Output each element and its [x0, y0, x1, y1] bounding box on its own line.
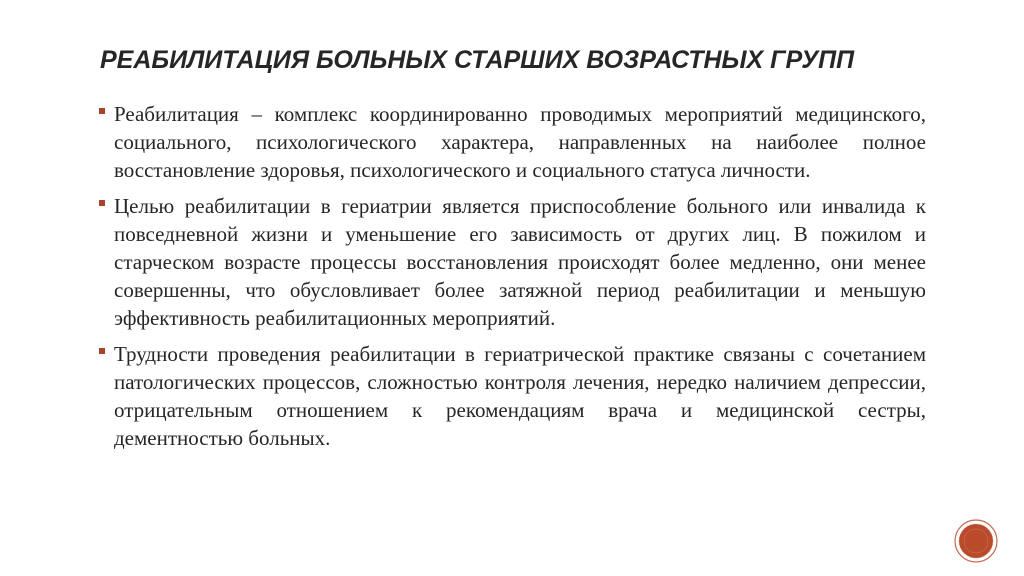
bullet-text: Реабилитация – комплекс координированно проводимых мероприятий медицинского, социального, психологического характера, направленных на наиболее полное восстановление здоровья, психологического и социального статуса личности.: [114, 102, 926, 182]
square-bullet-icon: [99, 108, 105, 114]
bullet-item: [96, 340, 926, 452]
bullet-text: Трудности проведения реабилитации в гериатрической практике связаны с сочетанием патологических процессов, сложностью контроля лечения, нередко наличием депрессии, отрицательным отношением к рекомендациям врача и медицинской сестры, дементностью больных.: [114, 342, 926, 450]
bullet-item: [96, 192, 926, 332]
square-bullet-icon: [99, 348, 105, 354]
circle-ornament-icon: [953, 518, 999, 564]
bullet-text: Целью реабилитации в гериатрии является приспособление больного или инвалида к повседневной жизни и уменьшение его зависимость от других лиц. В пожилом и старческом возрасте процессы восстановления происходят более медленно, они менее совершенны, что обусловливает более затяжной период реабилитации и меньшую эффективность реабилитационных мероприятий.: [114, 194, 926, 330]
slide-title: РЕАБИЛИТАЦИЯ БОЛЬНЫХ СТАРШИХ ВОЗРАСТНЫХ ГРУПП: [100, 46, 855, 74]
slide-body: [96, 100, 926, 460]
square-bullet-icon: [99, 200, 105, 206]
bullet-item: [96, 100, 926, 184]
